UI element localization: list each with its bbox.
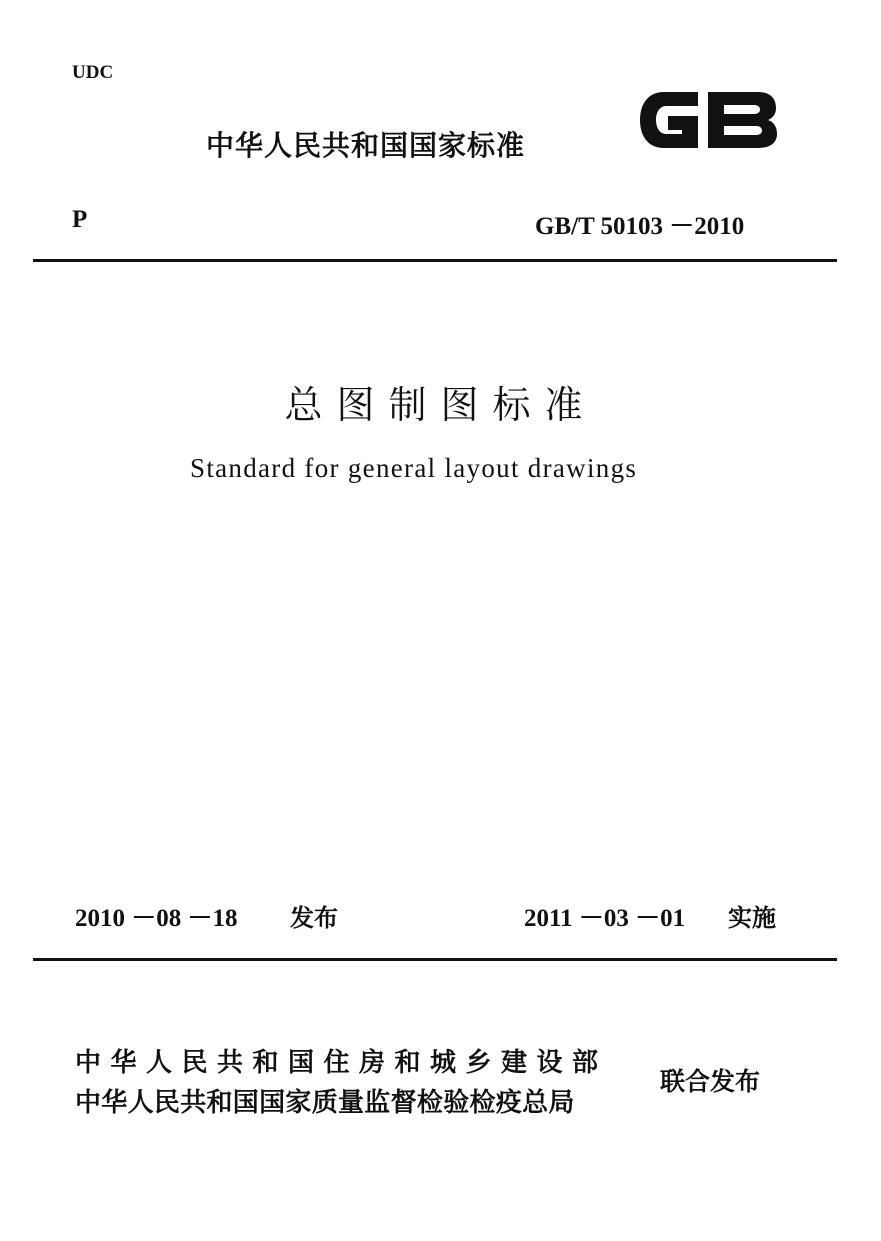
category-code: P bbox=[72, 206, 88, 233]
joint-issue-label: 联合发布 bbox=[660, 1067, 761, 1096]
udc-label: UDC bbox=[72, 62, 114, 83]
title-english: Standard for general layout drawings bbox=[190, 453, 638, 483]
implementation-date: 2011 －03 －01 bbox=[524, 905, 686, 932]
bottom-divider bbox=[33, 958, 837, 961]
issuer-ministry: 中华人民共和国住房和城乡建设部 bbox=[75, 1048, 608, 1078]
issuer-aqsiq: 中华人民共和国国家质量监督检验检疫总局 bbox=[75, 1088, 575, 1118]
implementation-label: 实施 bbox=[728, 904, 776, 932]
top-divider bbox=[33, 259, 837, 262]
national-standard-heading: 中华人民共和国国家标准 bbox=[206, 129, 526, 162]
issue-date: 2010 －08 －18 bbox=[75, 905, 238, 932]
title-chinese: 总图制图标准 bbox=[284, 383, 597, 427]
issue-label: 发布 bbox=[290, 904, 338, 932]
standard-number: GB/T 50103 －2010 bbox=[535, 213, 745, 240]
gb-logo bbox=[636, 84, 778, 156]
